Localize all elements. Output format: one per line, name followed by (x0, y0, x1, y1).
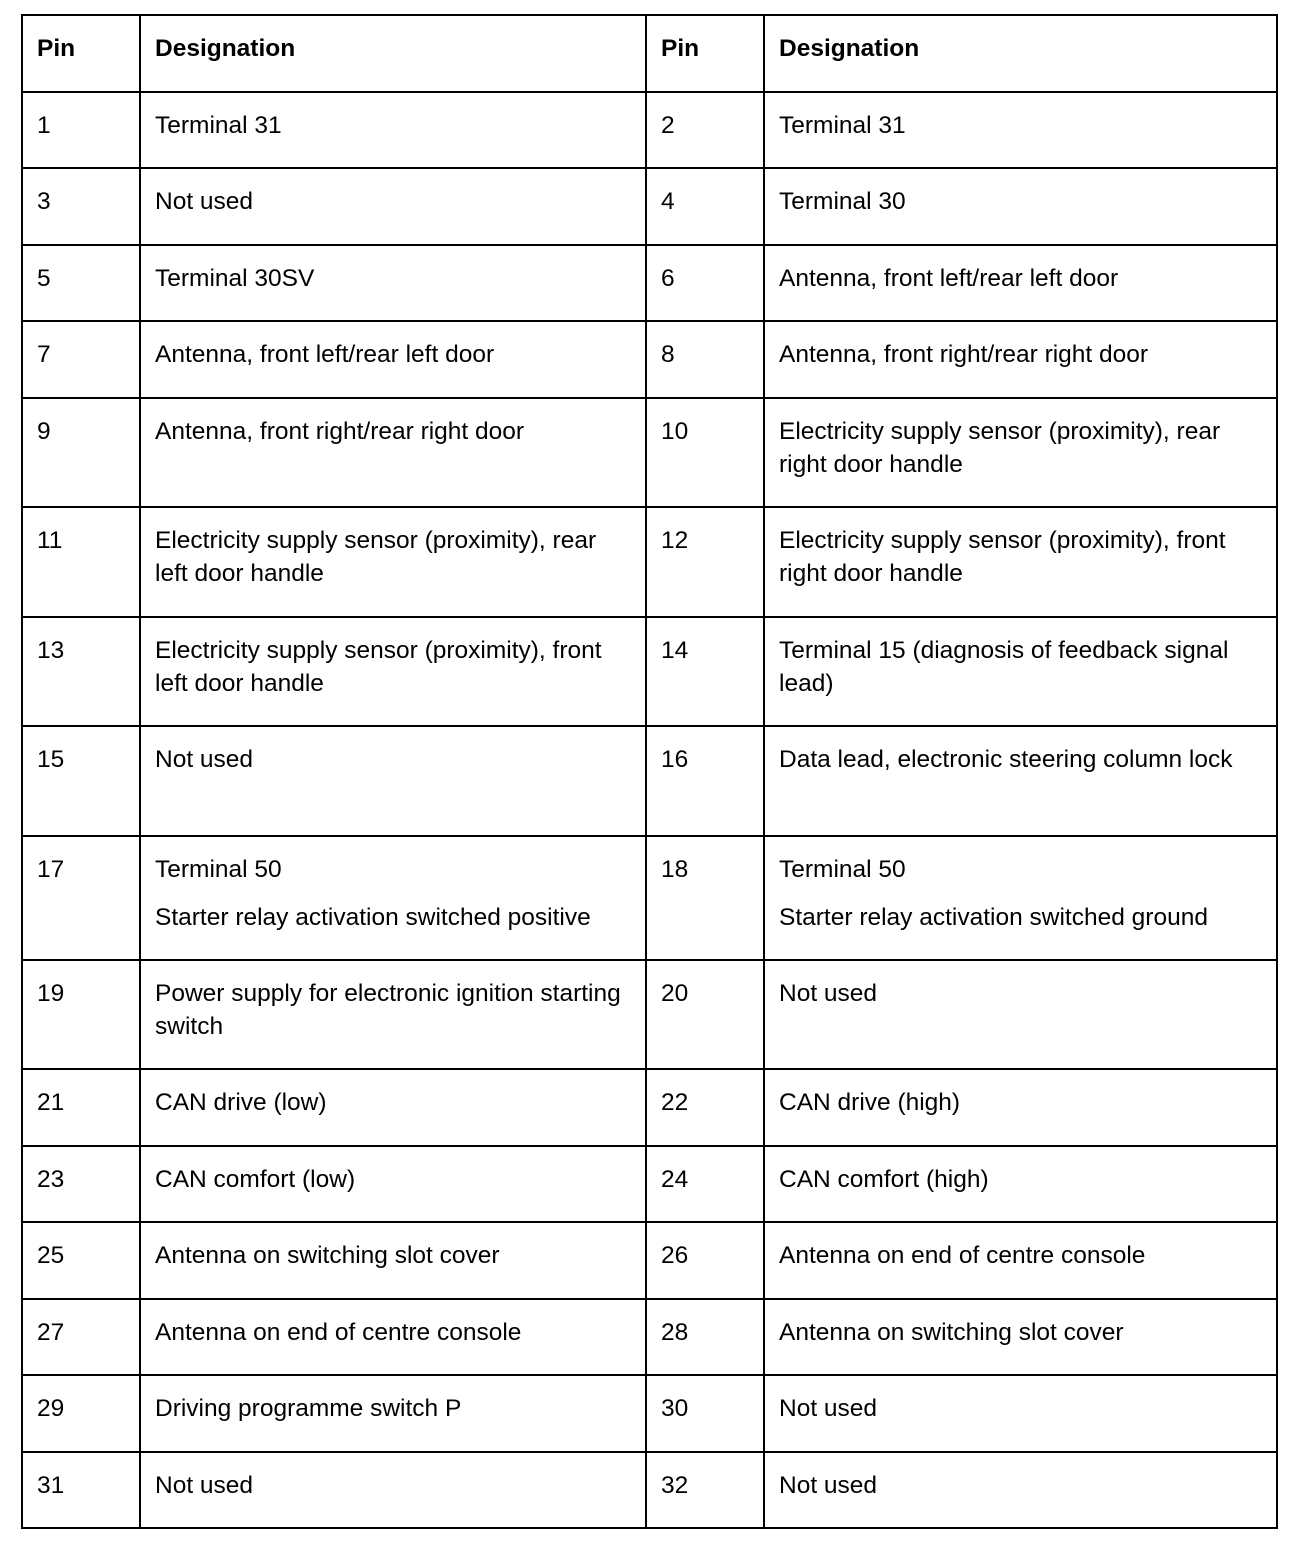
pin-number: 30 (646, 1375, 764, 1452)
header-pin-right: Pin (646, 15, 764, 92)
table-row (22, 726, 1277, 836)
pin-designation: Antenna on switching slot cover (140, 1222, 646, 1299)
pin-number: 8 (646, 321, 764, 398)
table-row (22, 398, 1277, 508)
pin-designation: Antenna, front right/rear right door (764, 321, 1277, 398)
table-row (22, 245, 1277, 322)
header-pin-left: Pin (22, 15, 140, 92)
pin-designation: Not used (140, 1452, 646, 1529)
pin-number: 19 (22, 960, 140, 1070)
pin-designation: Terminal 30 (764, 168, 1277, 245)
pin-number: 20 (646, 960, 764, 1070)
pin-number: 32 (646, 1452, 764, 1529)
table-row (22, 507, 1277, 617)
pin-designation: Terminal 15 (diagnosis of feedback signal lead) (764, 617, 1277, 727)
table-row (22, 836, 1277, 960)
pin-designation: Electricity supply sensor (proximity), front right door handle (764, 507, 1277, 617)
pin-designation: Electricity supply sensor (proximity), rear left door handle (140, 507, 646, 617)
table-row (22, 1375, 1277, 1452)
table-row (22, 1299, 1277, 1376)
table-header-row (22, 15, 1277, 92)
pin-number: 24 (646, 1146, 764, 1223)
pin-designation: Terminal 31 (764, 92, 1277, 169)
pin-number: 22 (646, 1069, 764, 1146)
pin-number: 21 (22, 1069, 140, 1146)
pin-number: 18 (646, 836, 764, 960)
pin-number: 6 (646, 245, 764, 322)
pin-number: 4 (646, 168, 764, 245)
pin-designation: CAN drive (high) (764, 1069, 1277, 1146)
pin-number: 27 (22, 1299, 140, 1376)
table-row (22, 92, 1277, 169)
pin-designation: Not used (140, 168, 646, 245)
pin-designation: Electricity supply sensor (proximity), rear right door handle (764, 398, 1277, 508)
pin-number: 1 (22, 92, 140, 169)
pin-designation-table (21, 14, 1278, 1529)
pin-number: 25 (22, 1222, 140, 1299)
pin-designation: CAN drive (low) (140, 1069, 646, 1146)
pin-designation (140, 836, 646, 960)
pin-number: 28 (646, 1299, 764, 1376)
pin-number: 3 (22, 168, 140, 245)
pin-number: 15 (22, 726, 140, 836)
pin-designation: Not used (764, 960, 1277, 1070)
pin-number: 29 (22, 1375, 140, 1452)
pin-number: 13 (22, 617, 140, 727)
table-row (22, 1146, 1277, 1223)
pin-designation (764, 836, 1277, 960)
pin-designation: Terminal 30SV (140, 245, 646, 322)
designation-line-1: Terminal 50 (155, 855, 282, 883)
pin-designation: Data lead, electronic steering column lock (764, 726, 1277, 836)
pin-designation: Driving programme switch P (140, 1375, 646, 1452)
pin-number: 7 (22, 321, 140, 398)
pin-number: 12 (646, 507, 764, 617)
pin-number: 17 (22, 836, 140, 960)
pin-designation: CAN comfort (high) (764, 1146, 1277, 1223)
designation-line-1: Terminal 50 (779, 855, 906, 883)
table-row (22, 1452, 1277, 1529)
pin-designation: Not used (764, 1452, 1277, 1529)
pin-number: 2 (646, 92, 764, 169)
header-designation-left: Designation (140, 15, 646, 92)
pin-designation: Electricity supply sensor (proximity), front left door handle (140, 617, 646, 727)
pin-designation: Antenna, front left/rear left door (764, 245, 1277, 322)
pin-designation: Not used (140, 726, 646, 836)
pin-designation: Antenna, front left/rear left door (140, 321, 646, 398)
table-row (22, 321, 1277, 398)
table-row (22, 617, 1277, 727)
header-designation-right: Designation (764, 15, 1277, 92)
designation-line-2: Starter relay activation switched positive (155, 903, 591, 931)
pin-number: 5 (22, 245, 140, 322)
pin-designation: Antenna on end of centre console (764, 1222, 1277, 1299)
pin-designation: Terminal 31 (140, 92, 646, 169)
table-row (22, 960, 1277, 1070)
pin-number: 23 (22, 1146, 140, 1223)
pin-designation: Antenna, front right/rear right door (140, 398, 646, 508)
table-row (22, 1069, 1277, 1146)
pin-number: 11 (22, 507, 140, 617)
pin-designation: Power supply for electronic ignition starting switch (140, 960, 646, 1070)
pin-designation: Antenna on end of centre console (140, 1299, 646, 1376)
pin-number: 9 (22, 398, 140, 508)
pin-number: 26 (646, 1222, 764, 1299)
pin-number: 10 (646, 398, 764, 508)
pin-designation: CAN comfort (low) (140, 1146, 646, 1223)
pin-designation: Antenna on switching slot cover (764, 1299, 1277, 1376)
pin-number: 31 (22, 1452, 140, 1529)
pin-number: 16 (646, 726, 764, 836)
table-row (22, 1222, 1277, 1299)
pin-designation: Not used (764, 1375, 1277, 1452)
designation-line-2: Starter relay activation switched ground (779, 903, 1208, 931)
table-row (22, 168, 1277, 245)
pin-number: 14 (646, 617, 764, 727)
